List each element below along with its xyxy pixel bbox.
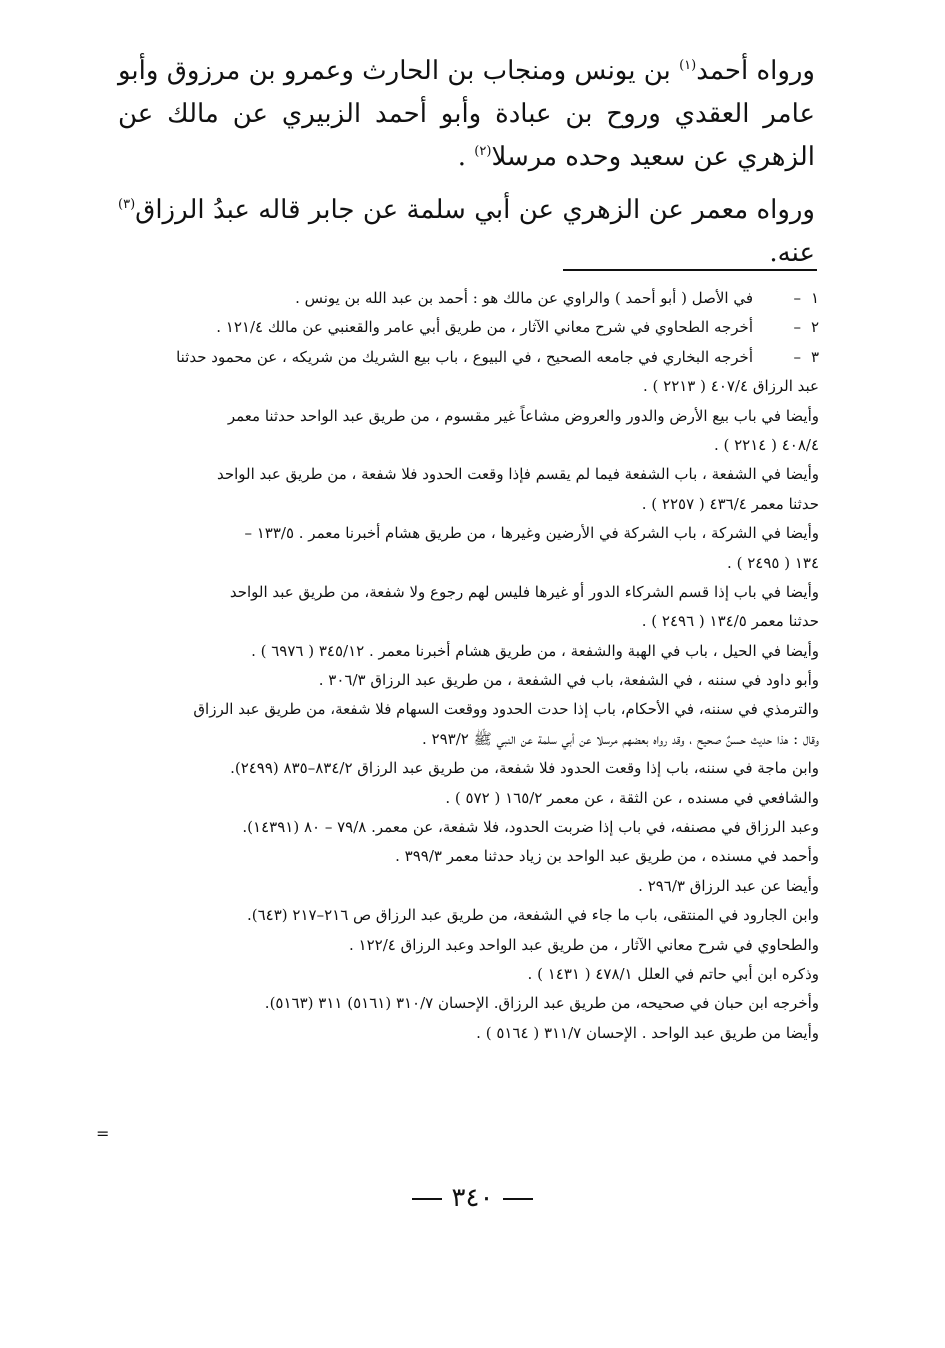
footnote-line (118, 872, 819, 901)
footnote-text: وأيضا في باب إذا قسم الشركاء الدور أو غيرها فليس لهم رجوع ولا شفعة، من طريق عبد الواحد (229, 582, 819, 601)
footnote-dash: – (793, 289, 801, 307)
footnote-text: والطحاوي في شرح معاني الآثار ، من طريق عبد الواحد وعبد الرزاق ١٢٢/٤ . (349, 935, 819, 954)
footnote-line (118, 813, 819, 842)
footnote-text: وأيضا في الحيل ، باب في الهبة والشفعة ، من طريق هشام أخبرنا معمر . ٣٤٥/١٢ ( ٦٩٧٦ ) . (251, 641, 819, 660)
footnote-line (118, 1019, 819, 1048)
footnote-ref-2[interactable]: (٢) (474, 144, 492, 159)
footnote-number: ٢ (810, 318, 819, 337)
page-number-dash-right (503, 1198, 533, 1200)
footnote-text: حدثنا معمر ٤٣٦/٤ ( ٢٢٥٧ ) . (641, 494, 819, 513)
footnote-separator (563, 269, 817, 271)
footnote-line (118, 842, 819, 871)
p1-part-b: بن يونس ومنجاب بن الحارث وعمرو بن مرزوق وأبو عامر العقدي وروح بن عبادة وأبو أحمد الزبيري عن مالك عن الزهري عن سعيد وحده مرسلا (118, 56, 815, 172)
footnote-line (118, 578, 819, 607)
footnote-line (118, 637, 819, 666)
footnote-text: وابن الجارود في المنتقى، باب ما جاء في الشفعة، من طريق عبد الرزاق ص ٢١٦–٢١٧ (٦٤٣). (246, 906, 819, 925)
footnote-line (118, 431, 819, 460)
footnote-text: وأيضا في الشركة ، باب الشركة في الأرضين وغيرها ، من طريق هشام أخبرنا معمر . ١٣٣/٥ – (244, 524, 819, 543)
footnote-line (118, 549, 819, 578)
footnote-text: وأبو داود في سننه ، في الشفعة، باب في الشفعة ، من طريق عبد الرزاق ٣٠٦/٣ . (318, 671, 819, 690)
footnote-ref-3[interactable]: (٣) (118, 197, 136, 212)
p2-part-b: عنه. (769, 238, 815, 268)
footnote-text: والترمذي في سننه، في الأحكام، باب إذا حدت الحدود ووقعت السهام فلا شفعة، من طريق عبد الرزاق (193, 700, 819, 719)
footnote-line (118, 754, 819, 783)
footnote-line (118, 313, 819, 342)
p1-part-c: . (457, 142, 475, 172)
footnote-text: وأيضا من طريق عبد الواحد . الإحسان ٣١١/٧ ( ٥١٦٤ ) . (476, 1023, 819, 1042)
main-text (118, 50, 815, 275)
footnote-text: عبد الرزاق ٤٠٧/٤ ( ٢٢١٣ ) . (642, 377, 819, 396)
footnote-line (118, 901, 819, 930)
footnote-number: ١ (810, 289, 819, 307)
footnote-dash: – (793, 347, 801, 366)
footnote-text: في الأصل ( أبو أحمد ) والراوي عن مالك هو : أحمد بن عبد الله بن يونس . (295, 289, 753, 307)
footnote-line (118, 725, 819, 754)
footnote-text: وأيضا عن عبد الرزاق ٢٩٦/٣ . (638, 876, 819, 895)
footnote-text: وأخرجه ابن حبان في صحيحه، من طريق عبد الرزاق. الإحسان ٣١٠/٧ (٥١٦١) ٣١١ (٥١٦٣). (264, 994, 819, 1013)
footnote-text: وقال : هذا حديث حسنٌ صحيح ، وقد رواه بعضهم مرسلا عن أبي سلمة عن النبي ﷺ ٢٩٣/٢ . (421, 729, 819, 748)
footnote-line (118, 784, 819, 813)
main-paragraph-2 (118, 189, 815, 275)
p1-part-a: ورواه أحمد (696, 56, 815, 86)
footnote-line (118, 989, 819, 1018)
footnotes (118, 284, 819, 1048)
footnote-text: وابن ماجة في سننه، باب إذا وقعت الحدود فلا شفعة، من طريق عبد الرزاق ٨٣٤/٢–٨٣٥ (٢٤٩٩). (230, 759, 819, 778)
footnote-line (118, 402, 819, 431)
footnote-text: وعبد الرزاق في مصنفه، في باب إذا ضربت الحدود، فلا شفعة، عن معمر. ٧٩/٨ – ٨٠ (١٤٣٩١). (242, 818, 819, 837)
margin-mark: = (96, 1124, 110, 1143)
footnote-text: وأحمد في مسنده ، من طريق عبد الواحد بن زياد حدثنا معمر ٣٩٩/٣ . (395, 847, 819, 866)
footnote-line (118, 490, 819, 519)
main-paragraph-1 (118, 50, 815, 179)
footnote-line (118, 695, 819, 724)
footnote-number: ٣ (810, 347, 819, 366)
page-number-dash-left (412, 1198, 442, 1200)
footnote-line (118, 931, 819, 960)
footnote-line (118, 607, 819, 636)
footnote-text: وأيضا في الشفعة ، باب الشفعة فيما لم يقسم فإذا وقعت الحدود فلا شفعة ، من طريق عبد الواحد (216, 465, 819, 484)
footnote-line (118, 666, 819, 695)
footnote-text: وأيضا في باب بيع الأرض والدور والعروض مشاعاً غير مقسوم ، من طريق عبد الواحد حدثنا معمر (227, 406, 819, 425)
footnote-text: وذكره ابن أبي حاتم في العلل ٤٧٨/١ ( ١٤٣١ ) . (527, 964, 819, 983)
p2-part-a: ورواه معمر عن الزهري عن أبي سلمة عن جابر قاله عبدُ الرزاق (135, 195, 815, 225)
footnote-text: حدثنا معمر ١٣٤/٥ ( ٢٤٩٦ ) . (641, 612, 819, 631)
footnote-line (118, 960, 819, 989)
footnote-ref-1[interactable]: (١) (679, 58, 697, 73)
footnote-text: أخرجه الطحاوي في شرح معاني الآثار ، من طريق أبي عامر والقعنبي عن مالك ١٢١/٤ . (216, 318, 753, 337)
page-number-row (0, 1183, 945, 1213)
footnote-dash: – (793, 318, 801, 337)
page-number: ٣٤٠ (451, 1183, 494, 1213)
footnote-line (118, 372, 819, 401)
footnote-line (118, 519, 819, 548)
footnote-line (118, 343, 819, 372)
footnote-line (118, 460, 819, 489)
footnote-text: والشافعي في مسنده ، عن الثقة ، عن معمر ١٦٥/٢ ( ٥٧٢ ) . (445, 788, 819, 807)
footnote-line (118, 284, 819, 313)
footnote-text: ١٣٤ ( ٢٤٩٥ ) . (727, 553, 819, 572)
footnote-text: ٤٠٨/٤ ( ٢٢١٤ ) . (713, 435, 819, 454)
footnote-text: أخرجه البخاري في جامعه الصحيح ، في البيوع ، باب بيع الشريك من شريكه ، عن محمود حدثنا (176, 347, 753, 366)
